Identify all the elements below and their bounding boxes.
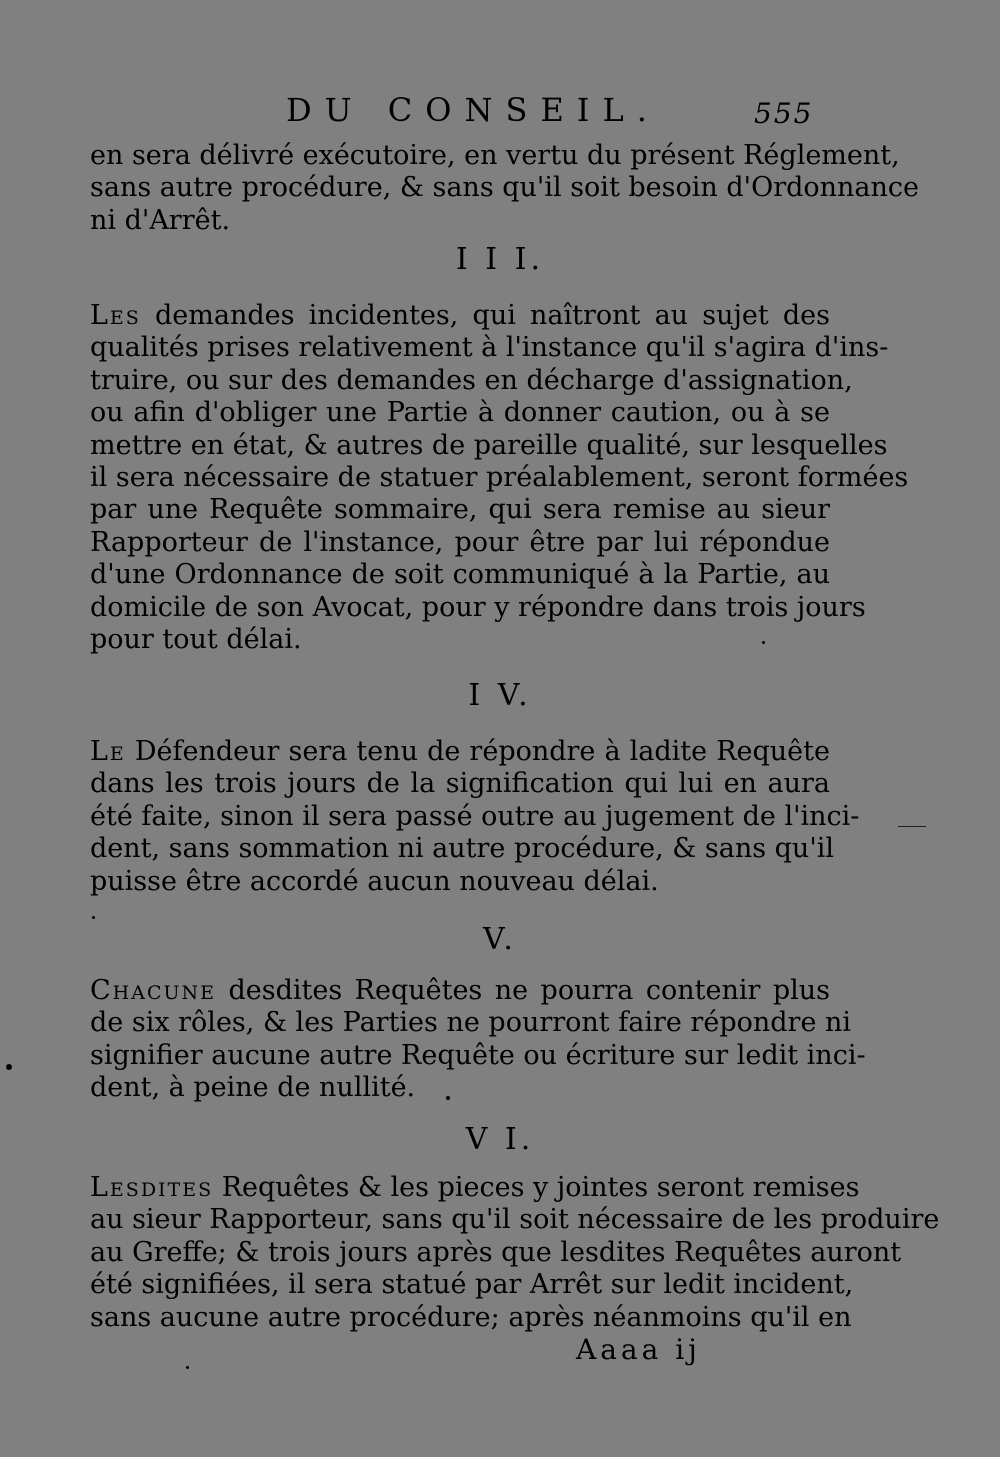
text-line [90, 975, 830, 1007]
text-line: puisse être accordé aucun nouveau délai. [90, 865, 659, 897]
text-line: mettre en état, & autres de pareille qualité, sur lesquelles [90, 429, 888, 461]
line-rest: Requêtes & les pieces y jointes seront remises [213, 1172, 860, 1203]
text-line: au Greffe; & trois jours après que lesdites Requêtes auront [90, 1236, 902, 1268]
text-line [90, 300, 830, 332]
intro-paragraph [90, 140, 920, 237]
text-line: truire, ou sur des demandes en décharge d'assignation, [90, 364, 853, 396]
text-line: sans aucune autre procédure; après néanmoins qu'il en [90, 1301, 852, 1333]
page-number: 555 [754, 97, 814, 130]
lead-word: Chacune [90, 975, 216, 1006]
text-line: dent, sans sommation ni autre procédure, & sans qu'il [90, 833, 835, 865]
text-line: dans les trois jours de la signification qui lui en aura [90, 768, 830, 800]
article-5-paragraph [90, 975, 866, 1105]
article-heading-4: I V. [468, 678, 532, 713]
text-line [90, 736, 830, 768]
scan-speck [6, 1064, 12, 1070]
text-line: domicile de son Avocat, pour y répondre dans trois jours [90, 591, 866, 623]
article-heading-5: V. [483, 922, 517, 957]
text-line: qualités prises relativement à l'instance qu'il s'agira d'ins- [90, 332, 889, 364]
scan-speck [186, 1366, 189, 1369]
lead-word: Lesdites [90, 1172, 214, 1203]
scan-dash [898, 826, 926, 827]
line-rest: demandes incidentes, qui naîtront au sujet des [140, 300, 830, 331]
article-heading-6: V I. [465, 1122, 535, 1157]
running-title: DU CONSEIL. [286, 91, 660, 129]
text-line: par une Requête sommaire, qui sera remise au sieur [90, 494, 830, 526]
article-3-paragraph [90, 300, 909, 656]
line-rest: desdites Requêtes ne pourra contenir plus [216, 975, 830, 1006]
scan-speck [92, 916, 95, 919]
signature-mark: Aaaa ij [576, 1333, 701, 1366]
lead-word: Les [90, 300, 141, 331]
text-line: sans autre procédure, & sans qu'il soit besoin d'Ordonnance [90, 172, 920, 204]
text-line: en sera délivré exécutoire, en vertu du présent Réglement, [90, 140, 900, 171]
line-rest: Défendeur sera tenu de répondre à ladite Requête [125, 736, 830, 767]
running-head [0, 88, 1000, 138]
text-line: de six rôles, & les Parties ne pourront faire répondre ni [90, 1007, 852, 1039]
lead-word: Le [90, 736, 126, 767]
text-line: il sera nécessaire de statuer préalablement, seront formées [90, 461, 909, 493]
text-line: d'une Ordonnance de soit communiqué à la Partie, au [90, 559, 830, 591]
scan-speck [762, 641, 765, 644]
text-line: été signifiées, il sera statué par Arrêt sur ledit incident, [90, 1269, 854, 1301]
text-line: Rapporteur de l'instance, pour être par lui répondue [90, 526, 830, 558]
text-line: au sieur Rapporteur, sans qu'il soit nécessaire de les produire [90, 1204, 940, 1236]
text-line: été faite, sinon il sera passé outre au jugement de l'inci- [90, 800, 860, 832]
article-4-paragraph [90, 736, 860, 898]
text-line: ni d'Arrêt. [90, 204, 231, 236]
scan-speck [446, 1096, 450, 1100]
text-line: ou afin d'obliger une Partie à donner caution, ou à se [90, 397, 830, 429]
article-6-paragraph [90, 1172, 940, 1334]
text-line: signifier aucune autre Requête ou écriture sur ledit inci- [90, 1039, 866, 1071]
text-line [90, 1172, 860, 1204]
text-line: pour tout délai. [90, 623, 302, 655]
article-heading-3: I I I. [455, 242, 545, 277]
text-line: dent, à peine de nullité. [90, 1072, 416, 1104]
